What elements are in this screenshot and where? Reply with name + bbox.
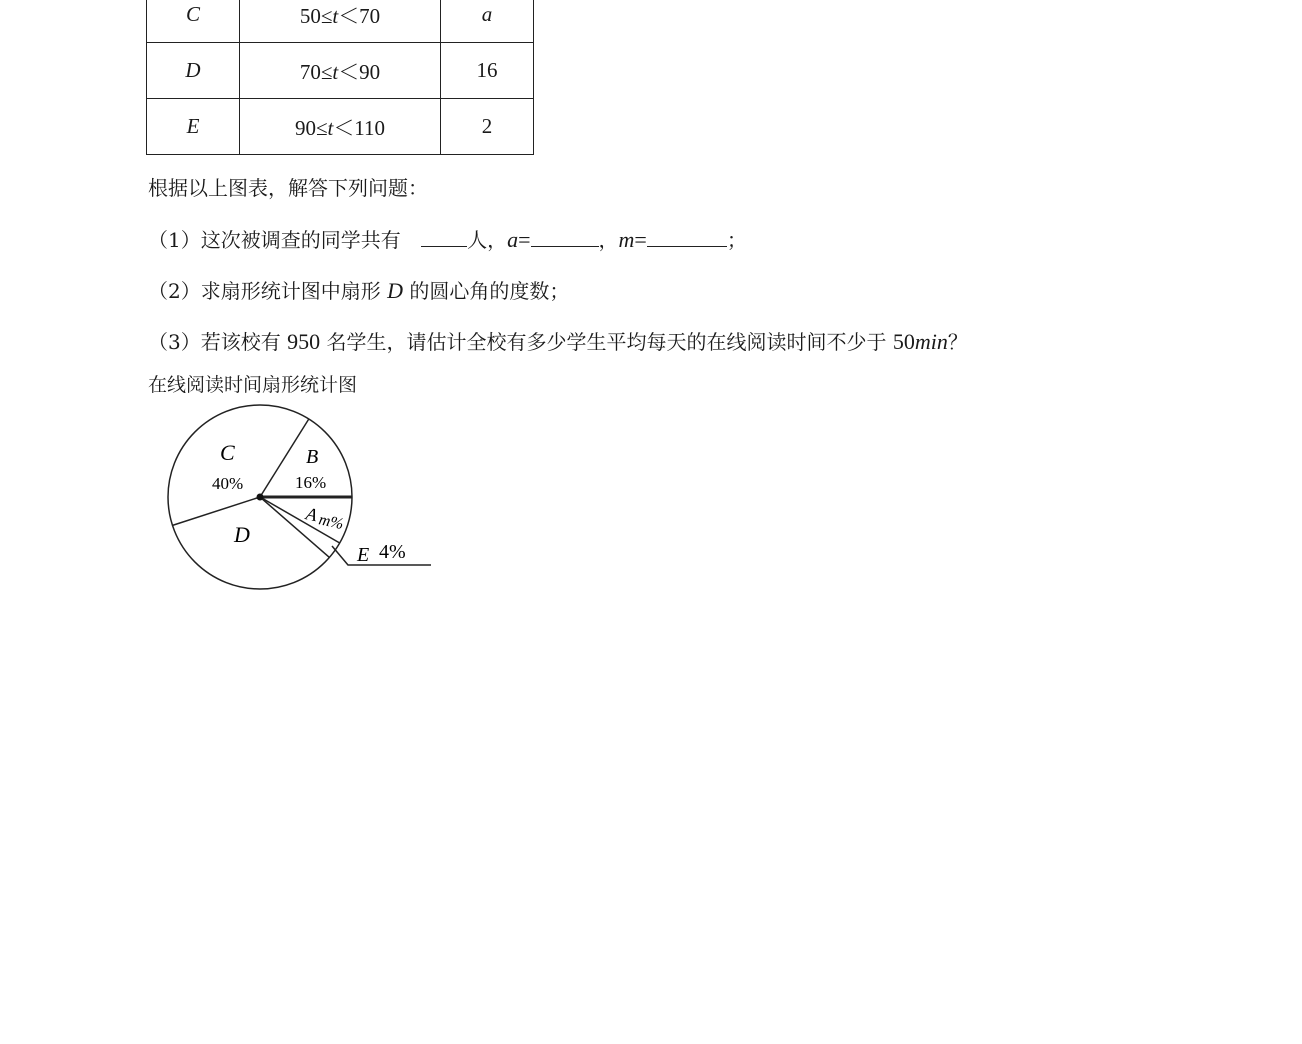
group-cell: D: [147, 43, 240, 99]
question-2: [148, 275, 569, 304]
slice-value-b: 16%: [295, 473, 327, 492]
q1-prefix: （1）这次被调查的同学共有: [148, 228, 401, 252]
chart-title: 在线阅读时间扇形统计图: [148, 374, 358, 396]
q1-unit: 人，: [467, 228, 508, 252]
slice-label-d: D: [234, 522, 250, 547]
count-cell: a: [441, 0, 534, 43]
q3-unit: min: [914, 329, 948, 354]
table-row: [147, 43, 534, 99]
question-1: [148, 224, 747, 253]
q1-eq: =: [634, 227, 647, 252]
q1-end: ；: [726, 228, 747, 252]
q1-var-m: m: [618, 227, 635, 252]
pie-center: [257, 494, 264, 501]
question-3: [148, 326, 968, 355]
slice-label-a: A: [304, 503, 320, 526]
q3-mid: 名学生，请估计全校有多少学生平均每天的在线阅读时间不少于: [326, 330, 887, 354]
q1-eq: =: [518, 227, 531, 252]
q1-sep: ，: [598, 228, 619, 252]
range-cell: 50≤t＜70: [240, 0, 441, 43]
q3-num: 950: [287, 329, 321, 354]
slice-value-e: 4%: [379, 541, 406, 563]
q2-var: D: [387, 278, 403, 303]
range-cell: 70≤t＜90: [240, 43, 441, 99]
slice-value-a: m%: [317, 511, 346, 534]
answer-blank-total: [421, 226, 467, 247]
answer-blank-m: [647, 226, 727, 247]
q3-val: 50: [892, 329, 915, 354]
q3-prefix: （3）若该校有: [148, 330, 281, 354]
count-cell: 2: [441, 99, 534, 155]
table-row: [147, 99, 534, 155]
count-cell: 16: [441, 43, 534, 99]
range-cell: 90≤t＜110: [240, 99, 441, 155]
q2-prefix: （2）求扇形统计图中扇形: [148, 279, 381, 303]
group-cell: E: [147, 99, 240, 155]
q1-var-a: a: [507, 227, 519, 252]
slice-label-e: E: [357, 544, 370, 566]
q3-end: ？: [947, 330, 968, 354]
survey-table: [146, 0, 534, 155]
intro-text: 根据以上图表，解答下列问题：: [148, 176, 428, 200]
slice-label-c: C: [220, 440, 235, 465]
group-cell: C: [147, 0, 240, 43]
slice-label-b: B: [306, 446, 319, 468]
pie-chart: [150, 400, 450, 600]
answer-blank-a: [531, 226, 599, 247]
q2-suffix: 的圆心角的度数；: [409, 279, 570, 303]
slice-value-c: 40%: [212, 474, 244, 493]
table-row: [147, 0, 534, 43]
